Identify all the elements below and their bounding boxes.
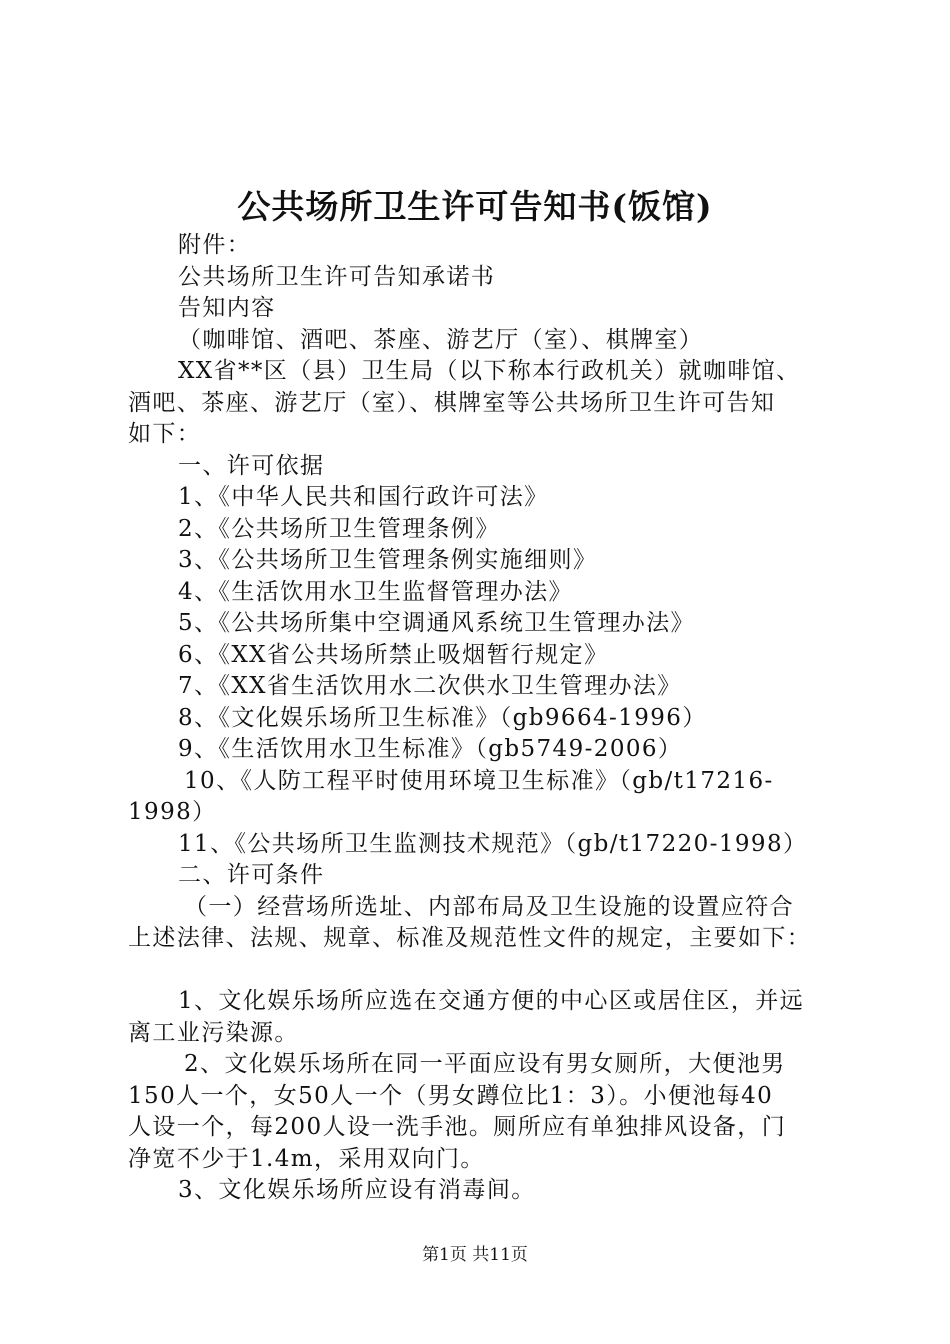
section-heading-conditions: 二、许可条件 — [178, 862, 325, 888]
attachment-label: 附件： — [178, 232, 252, 258]
basis-item-7: 7、《XX省生活饮用水二次供水卫生管理办法》 — [178, 673, 682, 699]
notice-content-heading: 告知内容 — [178, 295, 276, 321]
section-heading-basis: 一、许可依据 — [178, 452, 325, 479]
requirement-3: 3、文化娱乐场所应设有消毒间。 — [178, 1177, 536, 1203]
basis-item-1: 1、《中华人民共和国行政许可法》 — [178, 484, 549, 510]
document-body — [128, 230, 848, 1207]
intro-line-1: XX省**区（县）卫生局（以下称本行政机关）就咖啡馆、 — [178, 358, 801, 384]
venue-types: （咖啡馆、酒吧、茶座、游艺厅（室）、棋牌室） — [178, 326, 704, 353]
basis-item-9: 9、《生活饮用水卫生标准》（gb5749-2006） — [178, 736, 683, 762]
basis-item-2: 2、《公共场所卫生管理条例》 — [178, 515, 500, 542]
requirement-2-line-3: 人设一个，每200人设一洗手池。厕所应有单独排风设备，门 — [128, 1114, 787, 1140]
basis-item-10-cont: 1998） — [128, 799, 217, 825]
requirement-1-line-1: 1、文化娱乐场所应选在交通方便的中心区或居住区，并远 — [178, 988, 805, 1014]
intro-line-2: 酒吧、茶座、游艺厅（室）、棋牌室等公共场所卫生许可告知 — [128, 389, 776, 416]
condition-1-line-2: 上述法律、法规、规章、标准及规范性文件的规定，主要如下： — [128, 925, 812, 951]
blank-line — [128, 955, 848, 987]
requirement-2-line-1: 2、文化娱乐场所在同一平面应设有男女厕所，大便池男 — [184, 1051, 786, 1077]
attachment-name: 公共场所卫生许可告知承诺书 — [178, 263, 496, 290]
condition-1-line-1: （一）经营场所选址、内部布局及卫生设施的设置应符合 — [184, 893, 794, 920]
requirement-2-line-2: 150人一个，女50人一个（男女蹲位比1：3）。小便池每40 — [128, 1082, 774, 1109]
requirement-1-line-2: 离工业污染源。 — [128, 1019, 299, 1046]
basis-item-8: 8、《文化娱乐场所卫生标准》（gb9664-1996） — [178, 704, 707, 731]
basis-item-5: 5、《公共场所集中空调通风系统卫生管理办法》 — [178, 610, 695, 636]
basis-item-6: 6、《XX省公共场所禁止吸烟暂行规定》 — [178, 641, 609, 668]
basis-item-3: 3、《公共场所卫生管理条例实施细则》 — [178, 547, 598, 573]
page-number: 第1页 共11页 — [422, 1245, 528, 1265]
intro-line-3: 如下： — [128, 421, 202, 447]
basis-item-10: 10、《人防工程平时使用环境卫生标准》（gb/t17216- — [184, 767, 774, 794]
basis-item-4: 4、《生活饮用水卫生监督管理办法》 — [178, 578, 573, 605]
document-title: 公共场所卫生许可告知书(饭馆) — [237, 187, 713, 226]
requirement-2-line-4: 净宽不少于1.4m，采用双向门。 — [128, 1145, 485, 1172]
basis-item-11: 11、《公共场所卫生监测技术规范》（gb/t17220-1998） — [178, 830, 808, 857]
